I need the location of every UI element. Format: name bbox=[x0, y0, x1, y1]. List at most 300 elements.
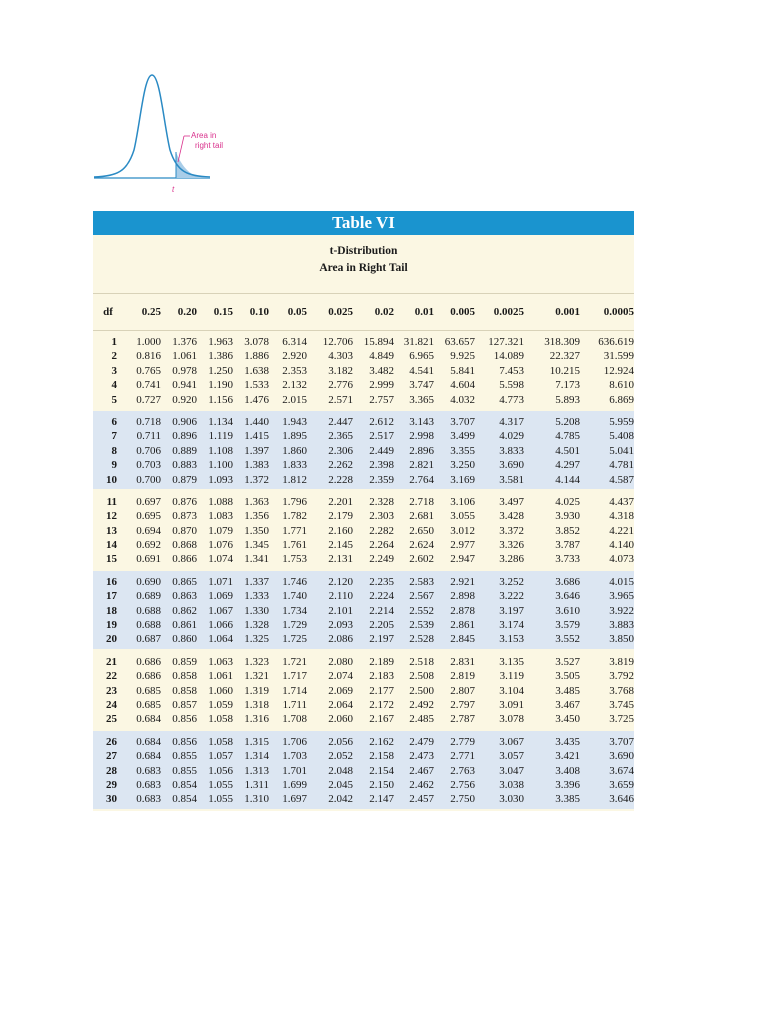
critical-value-cell: 2.282 bbox=[369, 524, 394, 537]
critical-value-cell: 2.167 bbox=[369, 713, 394, 726]
critical-value-cell: 4.317 bbox=[499, 415, 524, 428]
critical-value-cell: 1.860 bbox=[282, 444, 307, 457]
critical-value-cell: 0.941 bbox=[172, 379, 197, 392]
critical-value-cell: 2.457 bbox=[409, 793, 434, 806]
critical-value-cell: 1.706 bbox=[282, 735, 307, 748]
critical-value-cell: 1.963 bbox=[208, 336, 233, 348]
critical-value-cell: 0.683 bbox=[136, 764, 161, 777]
critical-value-cell: 2.048 bbox=[328, 764, 353, 777]
critical-value-cell: 2.878 bbox=[450, 604, 475, 617]
critical-value-cell: 1.108 bbox=[208, 444, 233, 457]
critical-value-cell: 2.750 bbox=[450, 793, 475, 806]
right-tail-area bbox=[176, 152, 210, 178]
critical-value-cell: 0.684 bbox=[136, 713, 161, 726]
critical-value-cell: 4.501 bbox=[555, 444, 580, 457]
critical-value-cell: 2.120 bbox=[328, 575, 353, 588]
critical-value-cell: 0.856 bbox=[172, 735, 197, 748]
critical-value-cell: 1.088 bbox=[208, 495, 233, 508]
critical-value-cell: 0.692 bbox=[136, 539, 161, 552]
critical-value-cell: 1.886 bbox=[244, 350, 269, 363]
critical-value-cell: 1.345 bbox=[244, 539, 269, 552]
critical-value-cell: 3.153 bbox=[499, 633, 524, 646]
critical-value-cell: 2.947 bbox=[450, 553, 475, 566]
critical-value-cell: 2.508 bbox=[409, 670, 434, 683]
critical-value-cell: 3.690 bbox=[499, 459, 524, 472]
df-cell: 25 bbox=[106, 713, 117, 726]
critical-value-cell: 1.376 bbox=[172, 336, 197, 348]
critical-value-cell: 4.140 bbox=[609, 539, 634, 552]
critical-value-cell: 0.741 bbox=[136, 379, 161, 392]
critical-value-cell: 15.894 bbox=[363, 336, 394, 348]
df-cell: 8 bbox=[111, 444, 117, 457]
critical-value-cell: 1.383 bbox=[244, 459, 269, 472]
critical-value-cell: 1.056 bbox=[208, 764, 233, 777]
critical-value-cell: 5.893 bbox=[555, 393, 580, 406]
critical-value-cell: 1.321 bbox=[244, 670, 269, 683]
critical-value-cell: 3.883 bbox=[609, 619, 634, 632]
critical-value-cell: 2.485 bbox=[409, 713, 434, 726]
critical-value-cell: 1.415 bbox=[244, 430, 269, 443]
critical-value-cell: 0.711 bbox=[136, 430, 161, 443]
critical-value-cell: 0.703 bbox=[136, 459, 161, 472]
critical-value-cell: 3.396 bbox=[555, 778, 580, 791]
critical-value-cell: 3.497 bbox=[499, 495, 524, 508]
table-row bbox=[93, 669, 634, 683]
critical-value-cell: 3.104 bbox=[499, 684, 524, 697]
table-body bbox=[93, 331, 634, 811]
critical-value-cell: 2.074 bbox=[328, 670, 353, 683]
critical-value-cell: 1.701 bbox=[282, 764, 307, 777]
critical-value-cell: 1.328 bbox=[244, 619, 269, 632]
critical-value-cell: 2.303 bbox=[369, 510, 394, 523]
critical-value-cell: 1.315 bbox=[244, 735, 269, 748]
critical-value-cell: 0.857 bbox=[172, 698, 197, 711]
critical-value-cell: 2.517 bbox=[369, 430, 394, 443]
critical-value-cell: 0.690 bbox=[136, 575, 161, 588]
critical-value-cell: 6.869 bbox=[609, 393, 634, 406]
critical-value-cell: 0.706 bbox=[136, 444, 161, 457]
critical-value-cell: 1.721 bbox=[282, 655, 307, 668]
df-cell: 2 bbox=[111, 350, 117, 363]
df-cell: 22 bbox=[106, 670, 117, 683]
critical-value-cell: 2.467 bbox=[409, 764, 434, 777]
critical-value-cell: 1.796 bbox=[282, 495, 307, 508]
critical-value-cell: 12.706 bbox=[322, 336, 353, 348]
critical-value-cell: 0.684 bbox=[136, 750, 161, 763]
critical-value-cell: 1.638 bbox=[244, 364, 269, 377]
critical-value-cell: 1.717 bbox=[282, 670, 307, 683]
critical-value-cell: 3.030 bbox=[499, 793, 524, 806]
tail-area-header: 0.10 bbox=[249, 306, 269, 318]
critical-value-cell: 1.313 bbox=[244, 764, 269, 777]
critical-value-cell: 1.740 bbox=[282, 590, 307, 603]
table-row bbox=[93, 349, 634, 363]
critical-value-cell: 1.397 bbox=[244, 444, 269, 457]
critical-value-cell: 3.355 bbox=[450, 444, 475, 457]
table-title: Table VI bbox=[93, 211, 634, 235]
critical-value-cell: 3.408 bbox=[555, 764, 580, 777]
critical-value-cell: 2.101 bbox=[328, 604, 353, 617]
critical-value-cell: 7.453 bbox=[499, 364, 524, 377]
critical-value-cell: 2.228 bbox=[328, 473, 353, 486]
row-group bbox=[93, 731, 634, 811]
critical-value-cell: 2.449 bbox=[369, 444, 394, 457]
critical-value-cell: 1.943 bbox=[282, 415, 307, 428]
critical-value-cell: 3.169 bbox=[450, 473, 475, 486]
critical-value-cell: 5.841 bbox=[450, 364, 475, 377]
critical-value-cell: 0.870 bbox=[172, 524, 197, 537]
df-cell: 17 bbox=[106, 590, 117, 603]
critical-value-cell: 0.685 bbox=[136, 684, 161, 697]
critical-value-cell: 1.729 bbox=[282, 619, 307, 632]
critical-value-cell: 2.205 bbox=[369, 619, 394, 632]
table-row bbox=[93, 764, 634, 778]
critical-value-cell: 1.076 bbox=[208, 539, 233, 552]
critical-value-cell: 2.920 bbox=[282, 350, 307, 363]
critical-value-cell: 1.703 bbox=[282, 750, 307, 763]
critical-value-cell: 0.685 bbox=[136, 698, 161, 711]
critical-value-cell: 3.610 bbox=[555, 604, 580, 617]
critical-value-cell: 0.683 bbox=[136, 778, 161, 791]
critical-value-cell: 2.201 bbox=[328, 495, 353, 508]
critical-value-cell: 1.074 bbox=[208, 553, 233, 566]
critical-value-cell: 2.353 bbox=[282, 364, 307, 377]
critical-value-cell: 1.134 bbox=[208, 415, 233, 428]
critical-value-cell: 1.055 bbox=[208, 793, 233, 806]
critical-value-cell: 1.060 bbox=[208, 684, 233, 697]
critical-value-cell: 1.156 bbox=[208, 393, 233, 406]
critical-value-cell: 3.286 bbox=[499, 553, 524, 566]
critical-value-cell: 0.855 bbox=[172, 764, 197, 777]
table-row bbox=[93, 684, 634, 698]
critical-value-cell: 2.015 bbox=[282, 393, 307, 406]
critical-value-cell: 2.821 bbox=[409, 459, 434, 472]
tail-area-header: 0.005 bbox=[450, 306, 475, 318]
critical-value-cell: 1.066 bbox=[208, 619, 233, 632]
critical-value-cell: 2.831 bbox=[450, 655, 475, 668]
table-row bbox=[93, 538, 634, 552]
critical-value-cell: 14.089 bbox=[493, 350, 524, 363]
critical-value-cell: 0.868 bbox=[172, 539, 197, 552]
critical-value-cell: 2.056 bbox=[328, 735, 353, 748]
critical-value-cell: 3.850 bbox=[609, 633, 634, 646]
density-curve bbox=[94, 75, 210, 177]
critical-value-cell: 2.528 bbox=[409, 633, 434, 646]
critical-value-cell: 3.646 bbox=[555, 590, 580, 603]
df-cell: 7 bbox=[111, 430, 117, 443]
critical-value-cell: 4.025 bbox=[555, 495, 580, 508]
critical-value-cell: 3.674 bbox=[609, 764, 634, 777]
table-row bbox=[93, 473, 634, 487]
critical-value-cell: 2.183 bbox=[369, 670, 394, 683]
table-row bbox=[93, 415, 634, 429]
row-group bbox=[93, 411, 634, 491]
table-row bbox=[93, 604, 634, 618]
tail-area-header: 0.01 bbox=[414, 306, 434, 318]
critical-value-cell: 3.552 bbox=[555, 633, 580, 646]
critical-value-cell: 2.398 bbox=[369, 459, 394, 472]
critical-value-cell: 0.686 bbox=[136, 655, 161, 668]
critical-value-cell: 0.691 bbox=[136, 553, 161, 566]
critical-value-cell: 1.833 bbox=[282, 459, 307, 472]
tail-area-header: 0.02 bbox=[374, 306, 394, 318]
critical-value-cell: 3.725 bbox=[609, 713, 634, 726]
critical-value-cell: 0.889 bbox=[172, 444, 197, 457]
critical-value-cell: 2.500 bbox=[409, 684, 434, 697]
critical-value-cell: 1.064 bbox=[208, 633, 233, 646]
critical-value-cell: 10.215 bbox=[549, 364, 580, 377]
df-cell: 29 bbox=[106, 778, 117, 791]
critical-value-cell: 1.250 bbox=[208, 364, 233, 377]
critical-value-cell: 3.707 bbox=[609, 735, 634, 748]
critical-value-cell: 3.467 bbox=[555, 698, 580, 711]
critical-value-cell: 1.363 bbox=[244, 495, 269, 508]
df-cell: 19 bbox=[106, 619, 117, 632]
critical-value-cell: 1.337 bbox=[244, 575, 269, 588]
critical-value-cell: 3.930 bbox=[555, 510, 580, 523]
critical-value-cell: 1.311 bbox=[244, 778, 269, 791]
critical-value-cell: 1.000 bbox=[136, 336, 161, 348]
critical-value-cell: 1.093 bbox=[208, 473, 233, 486]
critical-value-cell: 0.906 bbox=[172, 415, 197, 428]
critical-value-cell: 3.091 bbox=[499, 698, 524, 711]
critical-value-cell: 0.689 bbox=[136, 590, 161, 603]
critical-value-cell: 4.541 bbox=[409, 364, 434, 377]
df-cell: 27 bbox=[106, 750, 117, 763]
critical-value-cell: 3.174 bbox=[499, 619, 524, 632]
critical-value-cell: 0.883 bbox=[172, 459, 197, 472]
critical-value-cell: 31.599 bbox=[603, 350, 634, 363]
critical-value-cell: 1.323 bbox=[244, 655, 269, 668]
critical-value-cell: 2.093 bbox=[328, 619, 353, 632]
critical-value-cell: 2.064 bbox=[328, 698, 353, 711]
tail-area-header: 0.0005 bbox=[603, 306, 634, 318]
critical-value-cell: 1.325 bbox=[244, 633, 269, 646]
critical-value-cell: 4.029 bbox=[499, 430, 524, 443]
critical-value-cell: 3.182 bbox=[328, 364, 353, 377]
df-cell: 23 bbox=[106, 684, 117, 697]
critical-value-cell: 2.447 bbox=[328, 415, 353, 428]
critical-value-cell: 12.924 bbox=[603, 364, 634, 377]
critical-value-cell: 2.650 bbox=[409, 524, 434, 537]
critical-value-cell: 3.106 bbox=[450, 495, 475, 508]
critical-value-cell: 2.110 bbox=[328, 590, 353, 603]
df-cell: 1 bbox=[111, 336, 117, 348]
critical-value-cell: 2.771 bbox=[450, 750, 475, 763]
critical-value-cell: 2.158 bbox=[369, 750, 394, 763]
critical-value-cell: 2.306 bbox=[328, 444, 353, 457]
row-group bbox=[93, 491, 634, 571]
critical-value-cell: 1.708 bbox=[282, 713, 307, 726]
critical-value-cell: 3.485 bbox=[555, 684, 580, 697]
critical-value-cell: 3.222 bbox=[499, 590, 524, 603]
critical-value-cell: 0.856 bbox=[172, 713, 197, 726]
critical-value-cell: 1.119 bbox=[208, 430, 233, 443]
critical-value-cell: 2.797 bbox=[450, 698, 475, 711]
critical-value-cell: 3.747 bbox=[409, 379, 434, 392]
critical-value-cell: 3.733 bbox=[555, 553, 580, 566]
critical-value-cell: 2.214 bbox=[369, 604, 394, 617]
critical-value-cell: 1.812 bbox=[282, 473, 307, 486]
critical-value-cell: 2.197 bbox=[369, 633, 394, 646]
critical-value-cell: 0.697 bbox=[136, 495, 161, 508]
critical-value-cell: 0.684 bbox=[136, 735, 161, 748]
critical-value-cell: 0.727 bbox=[136, 393, 161, 406]
critical-value-cell: 4.437 bbox=[609, 495, 634, 508]
area-label-line2: right tail bbox=[195, 141, 224, 150]
table-row bbox=[93, 524, 634, 538]
critical-value-cell: 1.067 bbox=[208, 604, 233, 617]
critical-value-cell: 3.012 bbox=[450, 524, 475, 537]
df-cell: 18 bbox=[106, 604, 117, 617]
critical-value-cell: 2.154 bbox=[369, 764, 394, 777]
df-cell: 20 bbox=[106, 633, 117, 646]
critical-value-cell: 3.922 bbox=[609, 604, 634, 617]
critical-value-cell: 3.143 bbox=[409, 415, 434, 428]
critical-value-cell: 2.787 bbox=[450, 713, 475, 726]
critical-value-cell: 2.898 bbox=[450, 590, 475, 603]
critical-value-cell: 0.861 bbox=[172, 619, 197, 632]
row-group bbox=[93, 331, 634, 411]
table-row bbox=[93, 618, 634, 632]
df-cell: 11 bbox=[106, 495, 117, 508]
df-cell: 14 bbox=[106, 539, 117, 552]
critical-value-cell: 2.224 bbox=[369, 590, 394, 603]
critical-value-cell: 2.045 bbox=[328, 778, 353, 791]
critical-value-cell: 3.435 bbox=[555, 735, 580, 748]
column-header-row bbox=[93, 293, 634, 331]
df-cell: 9 bbox=[111, 459, 117, 472]
critical-value-cell: 2.365 bbox=[328, 430, 353, 443]
critical-value-cell: 2.145 bbox=[328, 539, 353, 552]
df-cell: 21 bbox=[106, 655, 117, 668]
critical-value-cell: 2.612 bbox=[369, 415, 394, 428]
critical-value-cell: 3.078 bbox=[244, 336, 269, 348]
area-label-line1: Area in bbox=[191, 131, 217, 140]
critical-value-cell: 3.579 bbox=[555, 619, 580, 632]
critical-value-cell: 3.965 bbox=[609, 590, 634, 603]
critical-value-cell: 0.858 bbox=[172, 670, 197, 683]
critical-value-cell: 2.069 bbox=[328, 684, 353, 697]
critical-value-cell: 2.779 bbox=[450, 735, 475, 748]
table-row bbox=[93, 364, 634, 378]
critical-value-cell: 4.587 bbox=[609, 473, 634, 486]
critical-value-cell: 636.619 bbox=[598, 336, 634, 348]
critical-value-cell: 0.860 bbox=[172, 633, 197, 646]
critical-value-cell: 2.999 bbox=[369, 379, 394, 392]
critical-value-cell: 2.583 bbox=[409, 575, 434, 588]
critical-value-cell: 2.845 bbox=[450, 633, 475, 646]
critical-value-cell: 2.763 bbox=[450, 764, 475, 777]
critical-value-cell: 3.659 bbox=[609, 778, 634, 791]
critical-value-cell: 0.687 bbox=[136, 633, 161, 646]
critical-value-cell: 7.173 bbox=[555, 379, 580, 392]
df-cell: 6 bbox=[111, 415, 117, 428]
critical-value-cell: 6.965 bbox=[409, 350, 434, 363]
df-cell: 12 bbox=[106, 510, 117, 523]
critical-value-cell: 3.421 bbox=[555, 750, 580, 763]
critical-value-cell: 4.773 bbox=[499, 393, 524, 406]
critical-value-cell: 2.262 bbox=[328, 459, 353, 472]
table-row bbox=[93, 589, 634, 603]
df-cell: 15 bbox=[106, 553, 117, 566]
critical-value-cell: 2.807 bbox=[450, 684, 475, 697]
tail-area-header: 0.25 bbox=[141, 306, 161, 318]
critical-value-cell: 3.819 bbox=[609, 655, 634, 668]
critical-value-cell: 1.310 bbox=[244, 793, 269, 806]
critical-value-cell: 8.610 bbox=[609, 379, 634, 392]
critical-value-cell: 1.697 bbox=[282, 793, 307, 806]
critical-value-cell: 2.086 bbox=[328, 633, 353, 646]
critical-value-cell: 5.959 bbox=[609, 415, 634, 428]
critical-value-cell: 2.776 bbox=[328, 379, 353, 392]
critical-value-cell: 318.309 bbox=[544, 336, 580, 348]
critical-value-cell: 3.792 bbox=[609, 670, 634, 683]
critical-value-cell: 1.330 bbox=[244, 604, 269, 617]
critical-value-cell: 0.879 bbox=[172, 473, 197, 486]
critical-value-cell: 3.581 bbox=[499, 473, 524, 486]
critical-value-cell: 2.162 bbox=[369, 735, 394, 748]
critical-value-cell: 0.863 bbox=[172, 590, 197, 603]
critical-value-cell: 1.319 bbox=[244, 684, 269, 697]
critical-value-cell: 4.303 bbox=[328, 350, 353, 363]
critical-value-cell: 4.073 bbox=[609, 553, 634, 566]
critical-value-cell: 2.479 bbox=[409, 735, 434, 748]
critical-value-cell: 0.855 bbox=[172, 750, 197, 763]
critical-value-cell: 1.069 bbox=[208, 590, 233, 603]
critical-value-cell: 3.047 bbox=[499, 764, 524, 777]
critical-value-cell: 2.539 bbox=[409, 619, 434, 632]
critical-value-cell: 2.602 bbox=[409, 553, 434, 566]
df-cell: 24 bbox=[106, 698, 117, 711]
critical-value-cell: 2.681 bbox=[409, 510, 434, 523]
tail-area-header: 0.20 bbox=[177, 306, 197, 318]
critical-value-cell: 1.533 bbox=[244, 379, 269, 392]
critical-value-cell: 0.695 bbox=[136, 510, 161, 523]
critical-value-cell: 0.876 bbox=[172, 495, 197, 508]
critical-value-cell: 1.063 bbox=[208, 655, 233, 668]
table-row bbox=[93, 335, 634, 349]
label-leader bbox=[178, 136, 184, 162]
t-distribution-figure bbox=[92, 70, 242, 195]
critical-value-cell: 4.032 bbox=[450, 393, 475, 406]
critical-value-cell: 0.765 bbox=[136, 364, 161, 377]
critical-value-cell: 2.567 bbox=[409, 590, 434, 603]
critical-value-cell: 3.707 bbox=[450, 415, 475, 428]
critical-value-cell: 4.781 bbox=[609, 459, 634, 472]
table-row bbox=[93, 698, 634, 712]
critical-value-cell: 1.318 bbox=[244, 698, 269, 711]
critical-value-cell: 1.711 bbox=[282, 698, 307, 711]
critical-value-cell: 3.057 bbox=[499, 750, 524, 763]
critical-value-cell: 1.316 bbox=[244, 713, 269, 726]
critical-value-cell: 0.865 bbox=[172, 575, 197, 588]
critical-value-cell: 2.473 bbox=[409, 750, 434, 763]
critical-value-cell: 2.177 bbox=[369, 684, 394, 697]
table-row bbox=[93, 749, 634, 763]
critical-value-cell: 2.718 bbox=[409, 495, 434, 508]
critical-value-cell: 2.264 bbox=[369, 539, 394, 552]
critical-value-cell: 5.598 bbox=[499, 379, 524, 392]
critical-value-cell: 2.249 bbox=[369, 553, 394, 566]
critical-value-cell: 0.854 bbox=[172, 778, 197, 791]
critical-value-cell: 3.067 bbox=[499, 735, 524, 748]
critical-value-cell: 1.476 bbox=[244, 393, 269, 406]
critical-value-cell: 3.646 bbox=[609, 793, 634, 806]
critical-value-cell: 1.057 bbox=[208, 750, 233, 763]
critical-value-cell: 1.356 bbox=[244, 510, 269, 523]
critical-value-cell: 63.657 bbox=[444, 336, 475, 348]
